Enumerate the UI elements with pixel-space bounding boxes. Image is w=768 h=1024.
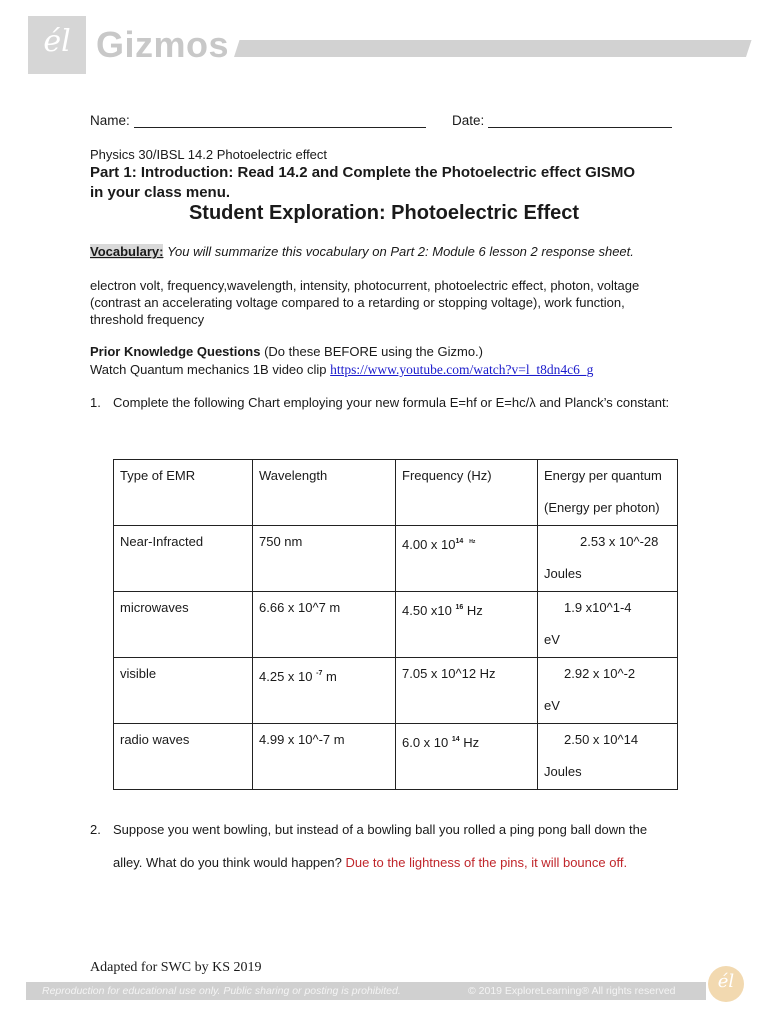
freq-base: 6.0 x 10 <box>402 735 452 750</box>
cell-frequency[interactable]: 7.05 x 10^12 Hz <box>396 658 538 724</box>
table-row <box>114 658 678 724</box>
cell-energy[interactable] <box>538 526 678 592</box>
energy-value: 2.92 x 10^-2 <box>564 666 636 681</box>
adapted-credit: Adapted for SWC by KS 2019 <box>90 960 262 975</box>
footer-logo-icon <box>708 966 744 1002</box>
question1-text: Complete the following Chart employing your new formula E=hf or E=hc/λ and Planck’s constant: <box>113 395 670 410</box>
header-type: Type of EMR <box>114 460 253 526</box>
cell-energy[interactable] <box>538 724 678 790</box>
table-header-row <box>114 460 678 526</box>
footer-copyright: © 2019 ExploreLearning® All rights reserved <box>468 985 676 997</box>
footer-reproduction-notice: Reproduction for educational use only. Public sharing or posting is prohibited. <box>42 985 401 997</box>
freq-base: 4.00 x 10 <box>402 537 456 552</box>
cell-frequency[interactable] <box>396 724 538 790</box>
header-frequency: Frequency (Hz) <box>396 460 538 526</box>
header-wavelength: Wavelength <box>253 460 396 526</box>
brand-title: Gizmos <box>96 24 230 65</box>
vocabulary-terms: electron volt, frequency,wavelength, intensity, photocurrent, photoelectric effect, photon, voltage (contrast an accelerating voltage compared to a retarding or stopping voltage), work function, threshold frequency <box>90 278 640 327</box>
question2-block <box>113 813 673 879</box>
cell-energy[interactable] <box>538 592 678 658</box>
header-energy-sub: (Energy per photon) <box>544 500 660 515</box>
logo-glyph: él <box>43 24 71 59</box>
name-blank-line[interactable] <box>134 113 426 128</box>
energy-unit: eV <box>544 632 560 647</box>
emr-chart-table <box>113 459 678 790</box>
video-link[interactable]: https://www.youtube.com/watch?v=l_t8dn4c6_g <box>330 362 594 377</box>
freq-unit: Hz <box>469 539 476 545</box>
header-energy <box>538 460 678 526</box>
part1-instructions: Part 1: Introduction: Read 14.2 and Complete the Photoelectric effect GISMO in your class menu. <box>90 164 636 201</box>
date-blank-line[interactable] <box>488 113 672 128</box>
cell-wavelength[interactable] <box>253 658 396 724</box>
energy-unit: eV <box>544 698 560 713</box>
cell-type: radio waves <box>114 724 253 790</box>
freq-base: 4.50 x10 <box>402 603 456 618</box>
cell-frequency[interactable] <box>396 526 538 592</box>
prior-knowledge-note: (Do these BEFORE using the Gizmo.) <box>260 344 483 359</box>
energy-value: 2.53 x 10^-28 <box>580 534 659 549</box>
prior-knowledge-heading: Prior Knowledge Questions <box>90 344 261 359</box>
question2-answer[interactable]: Due to the lightness of the pins, it will bounce off. <box>345 855 628 870</box>
name-label: Name: <box>90 113 130 128</box>
cell-type: microwaves <box>114 592 253 658</box>
freq-unit: Hz <box>463 603 483 618</box>
cell-wavelength[interactable]: 6.66 x 10^7 m <box>253 592 396 658</box>
course-line: Physics 30/IBSL 14.2 Photoelectric effect <box>90 147 328 162</box>
cell-frequency[interactable] <box>396 592 538 658</box>
vocabulary-line <box>90 244 690 259</box>
prior-knowledge-section <box>90 343 690 379</box>
wavelength-base: 4.25 x 10 <box>259 669 317 684</box>
freq-exponent: 14 <box>451 736 460 743</box>
vocabulary-note: You will summarize this vocabulary on Part 2: Module 6 lesson 2 response sheet. <box>167 244 634 259</box>
table-row <box>114 724 678 790</box>
cell-energy[interactable] <box>538 658 678 724</box>
energy-value: 1.9 x10^1-4 <box>564 600 632 615</box>
question1-number: 1. <box>90 395 101 410</box>
question2-number: 2. <box>90 822 101 837</box>
page-title: Student Exploration: Photoelectric Effect <box>188 202 580 224</box>
watch-text: Watch Quantum mechanics 1B video clip <box>90 362 331 377</box>
cell-wavelength[interactable]: 750 nm <box>253 526 396 592</box>
vocabulary-label: Vocabulary: <box>90 244 164 259</box>
table-row <box>114 592 678 658</box>
date-label: Date: <box>452 113 485 128</box>
wavelength-exponent: -7 <box>316 670 323 677</box>
freq-exponent: 16 <box>455 604 464 611</box>
energy-unit: Joules <box>544 764 582 779</box>
question2-text: Suppose you went bowling, but instead of a bowling ball you rolled a ping pong ball down the alley. What do you think would happen? <box>113 822 648 870</box>
cell-wavelength[interactable]: 4.99 x 10^-7 m <box>253 724 396 790</box>
header-energy-label: Energy per quantum <box>544 468 662 483</box>
header-decorative-bar <box>234 40 752 57</box>
explorelearning-logo <box>28 16 86 74</box>
table-row <box>114 526 678 592</box>
footer-logo-glyph: él <box>717 971 735 992</box>
cell-type: visible <box>114 658 253 724</box>
name-field[interactable] <box>90 113 426 128</box>
cell-type: Near-Infracted <box>114 526 253 592</box>
freq-unit: Hz <box>459 735 480 750</box>
date-field[interactable] <box>452 113 672 128</box>
energy-unit: Joules <box>544 566 582 581</box>
energy-value: 2.50 x 10^14 <box>564 732 639 747</box>
wavelength-unit: m <box>322 669 337 684</box>
freq-exponent: 14 <box>455 538 464 545</box>
